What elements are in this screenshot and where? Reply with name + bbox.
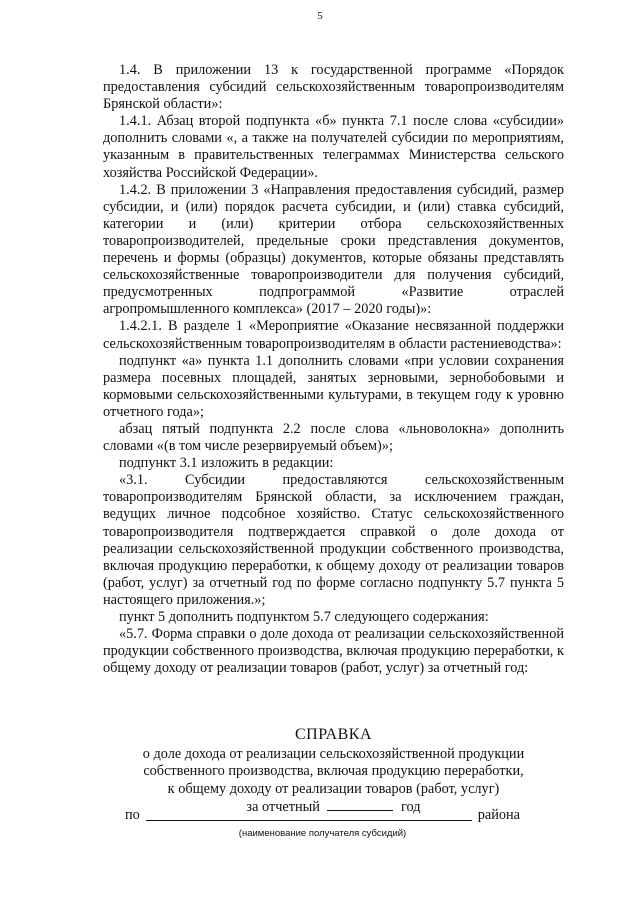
recipient-caption: (наименование получателя субсидий) — [238, 828, 407, 839]
district-label: района — [477, 807, 520, 823]
paragraph-subpoint-3-1: подпункт 3.1 изложить в редакции: — [119, 455, 334, 472]
document-body — [103, 62, 564, 677]
reference-title: СПРАВКА — [294, 726, 373, 743]
paragraph-1-4-1: 1.4.1. Абзац второй подпункта «б» пункта 7.1 после слова «субсидии» дополнить словами «, а также на получателей субсидии по мероприятиям, указанным в правительственных телеграммах Министерства сельского хозяйства Российской Федерации». — [103, 113, 564, 181]
reference-form-heading — [103, 726, 564, 816]
reference-line-1: о доле дохода от реализации сельскохозяйственной продукции — [142, 746, 525, 763]
paragraph-1-4-2: 1.4.2. В приложении 3 «Направления предоставления субсидий, размер субсидии, и (или) порядок расчета субсидии, и (или) ставка субсидий, категории и (или) критерии отбора сельскохозяйственных товаропроизводителей, предельные сроки представления документов, перечень и формы (образцы) документов, которые обязаны представлять сельскохозяйственные товаропроизводители для получения субсидий, предусмотренных подпрограммой «Развитие отраслей агропромышленного комплекса» (2017 – 2020 годы)»: — [103, 181, 564, 318]
year-prefix: за отчетный — [246, 798, 320, 815]
paragraph-5-7: «5.7. Форма справки о доле дохода от реализации сельскохозяйственной продукции собственного производства, включая продукцию переработки, к общему доходу от реализации товаров (работ, услуг) за отчетный год: — [103, 626, 564, 677]
reference-line-2: собственного производства, включая продукцию переработки, — [143, 763, 524, 780]
recipient-blank — [146, 819, 472, 821]
po-label: по — [125, 807, 140, 823]
paragraph-abzac-2-2: абзац пятый подпункта 2.2 после слова «льноволокна» дополнить словами «(в том числе резервируемый объем)»; — [103, 420, 564, 455]
year-suffix: год — [401, 798, 421, 815]
paragraph-3-1-text: «3.1. Субсидии предоставляются сельскохозяйственным товаропроизводителям Брянской области, за исключением граждан, ведущих личное подсобное хозяйство. Статус сельскохозяйственного товаропроизводителя подтверждается справкой о доле дохода от реализации сельскохозяйственной продукции собственного производства, включая продукцию переработки, к общему доходу от реализации товаров (работ, услуг) за отчетный год по форме согласно подпункту 5.7 пункта 5 настоящего приложения.»; — [103, 472, 564, 608]
paragraph-1-4-2-1: 1.4.2.1. В разделе 1 «Мероприятие «Оказание несвязанной поддержки сельскохозяйственным товаропроизводителям в области растениеводства»: — [103, 318, 564, 352]
page-number: 5 — [317, 10, 323, 22]
reference-line-3: к общему доходу от реализации товаров (работ, услуг) — [167, 780, 500, 797]
paragraph-1-4: 1.4. В приложении 13 к государственной программе «Порядок предоставления субсидий сельскохозяйственным товаропроизводителям Брянской области»: — [103, 62, 564, 113]
recipient-line — [125, 807, 520, 824]
paragraph-subpoint-a: подпункт «а» пункта 1.1 дополнить словами «при условии сохранения размера посевных площадей, занятых зерновыми, зернобобовыми и кормовыми сельскохозяйственными культурами, в текущем году к уровню отчетного года»; — [103, 352, 564, 420]
paragraph-point-5: пункт 5 дополнить подпунктом 5.7 следующего содержания: — [119, 609, 489, 625]
